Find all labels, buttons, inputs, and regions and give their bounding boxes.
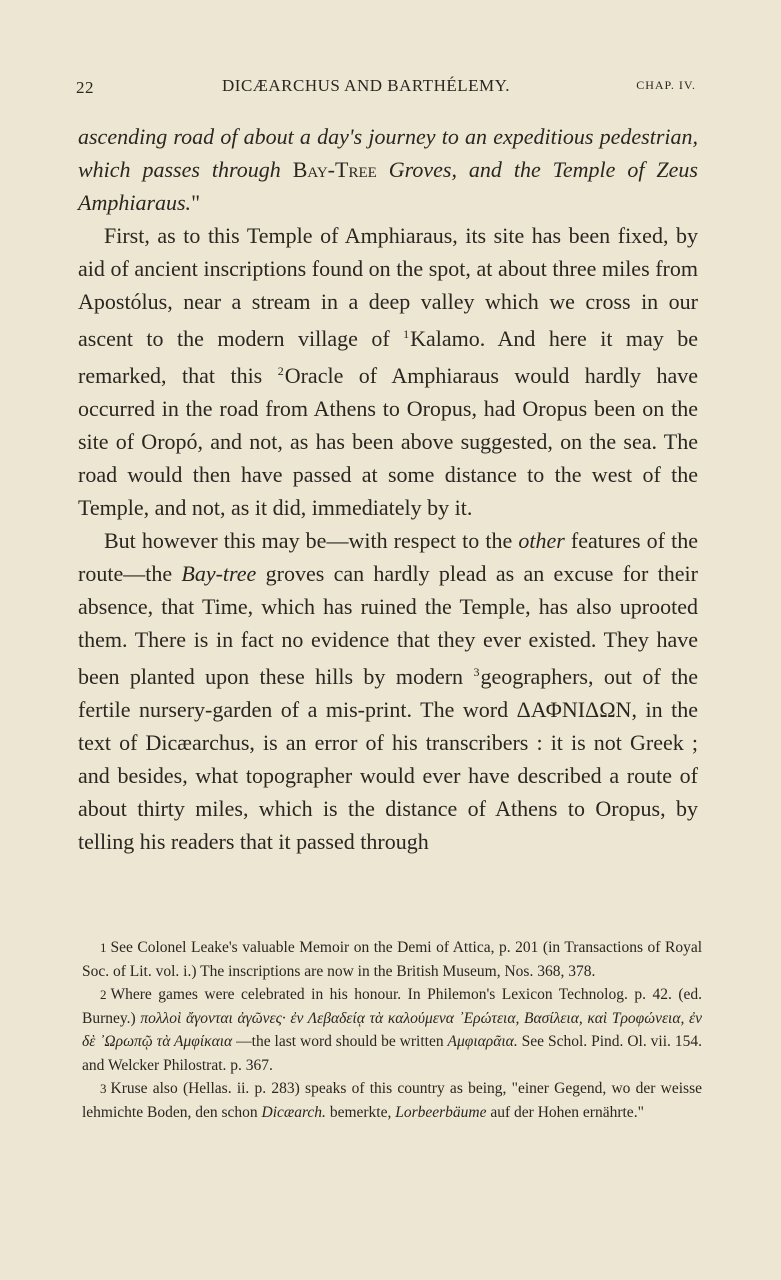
footnote-1-text: See Colonel Leake's valuable Memoir on the Demi of Attica, p. 201 (in Transactions of Royal Soc. of Lit. vol. i.) The inscriptions are now in the British Museum, Nos. 368, 378. [82, 939, 702, 980]
footnote-2-text-a: Where games were celebrated in his honour. In Philemon's Lexicon Technolog. p. 42. (ed. Burney.) [82, 986, 702, 1027]
footnote-3-emphasis-lorbeer: Lorbeerbäume [395, 1103, 487, 1121]
footnote-3-text-a: Kruse also (Hellas. ii. p. 283) speaks of this country as being, "einer Gegend, wo der weisse lehmichte Boden, den schon [82, 1080, 702, 1121]
footnote-1-number: 1 [100, 940, 107, 955]
footnote-3-text-c: auf der Hohen ernährte." [486, 1103, 644, 1121]
footnote-ref-1: 1 [403, 327, 410, 341]
footnote-2-greek-word: Αμφιαρᾶια. [447, 1033, 518, 1050]
chapter-label: CHAP. IV. [636, 78, 696, 92]
footnote-ref-2: 2 [277, 364, 284, 378]
footnote-3-text-b: bemerkte, [325, 1103, 396, 1121]
page-number: 22 [76, 78, 94, 97]
footnotes [82, 936, 702, 1124]
quote-text-end: Groves, and the Temple of Zeus Amphiaraus. [78, 157, 698, 215]
main-text [78, 120, 698, 858]
quote-text: ascending road of about a day's journey to an expeditious pedestrian, which passes through [78, 124, 698, 182]
footnote-2-text-b: —the last word should be written [232, 1033, 448, 1050]
paragraph-3 [78, 524, 698, 858]
paragraph-3-text-c: groves can hardly plead as an excuse for their absence, that Time, which has ruined the Temple, has also uprooted them. There is in fact no evidence that they ever existed. They have been planted upon these hills by modern [78, 561, 698, 689]
closing-quote: " [191, 190, 201, 215]
footnote-3-emphasis-dicaearch: Dicæarch. [261, 1103, 326, 1121]
footnote-2-text-c: See Schol. Pind. Ol. vii. 154. and Welcker Philostrat. p. 367. [82, 1033, 702, 1074]
emphasis-bay-tree: Bay-tree [181, 561, 257, 586]
running-title: DICÆARCHUS AND BARTHÉLEMY. [222, 76, 510, 95]
paragraph-2-text-c: Oracle of Amphiaraus would hardly have occurred in the road from Athens to Oropus, had Oropus been on the site of Oropó, and not, as has been above suggested, on the sea. The road would then have passed at some distance to the west of the Temple, and not, as it did, immediately by it. [78, 363, 698, 520]
quote-smallcaps: Bay-Tree [292, 157, 377, 182]
footnote-2 [82, 983, 702, 1077]
paragraph-3-text-d: geographers, out of the fertile nursery-garden of a mis-print. The word ΔΑΦΝΙΔΩΝ, in the text of Dicæarchus, is an error of his transcribers : it is not Greek ; and besides, what topographer would ever have described a route of about thirty miles, which is the distance of Athens to Oropus, by telling his readers that it passed through [78, 664, 698, 854]
paragraph-2 [78, 219, 698, 524]
footnote-1 [82, 936, 702, 983]
paragraph-3-text-b: features of the route—the [78, 528, 698, 586]
footnote-2-number: 2 [100, 987, 107, 1002]
footnote-ref-3: 3 [473, 665, 480, 679]
paragraph-2-text-b: Kalamo. And here it may be remarked, that this [78, 326, 698, 388]
paragraph-1 [78, 120, 698, 219]
emphasis-other: other [518, 528, 565, 553]
footnote-3-number: 3 [100, 1081, 107, 1096]
paragraph-3-text-a: But however this may be—with respect to the [104, 528, 519, 553]
paragraph-2-text-a: First, as to this Temple of Amphiaraus, its site has been fixed, by aid of ancient inscriptions found on the spot, at about three miles from Apostólus, near a stream in a deep valley which we cross in our ascent to the modern village of [78, 223, 698, 351]
footnote-3 [82, 1077, 702, 1124]
running-header [76, 74, 696, 104]
footnote-2-greek-quote: πολλοὶ ἄγονται ἀγῶνες· ἐν Λεβαδείᾳ τὰ καλούμενα ᾽Ερώτεια, Βασίλεια, καὶ Τροφώνεια, ἐν δὲ ᾽Ωρωπῷ τὰ Αμφίκαια [82, 1009, 702, 1050]
